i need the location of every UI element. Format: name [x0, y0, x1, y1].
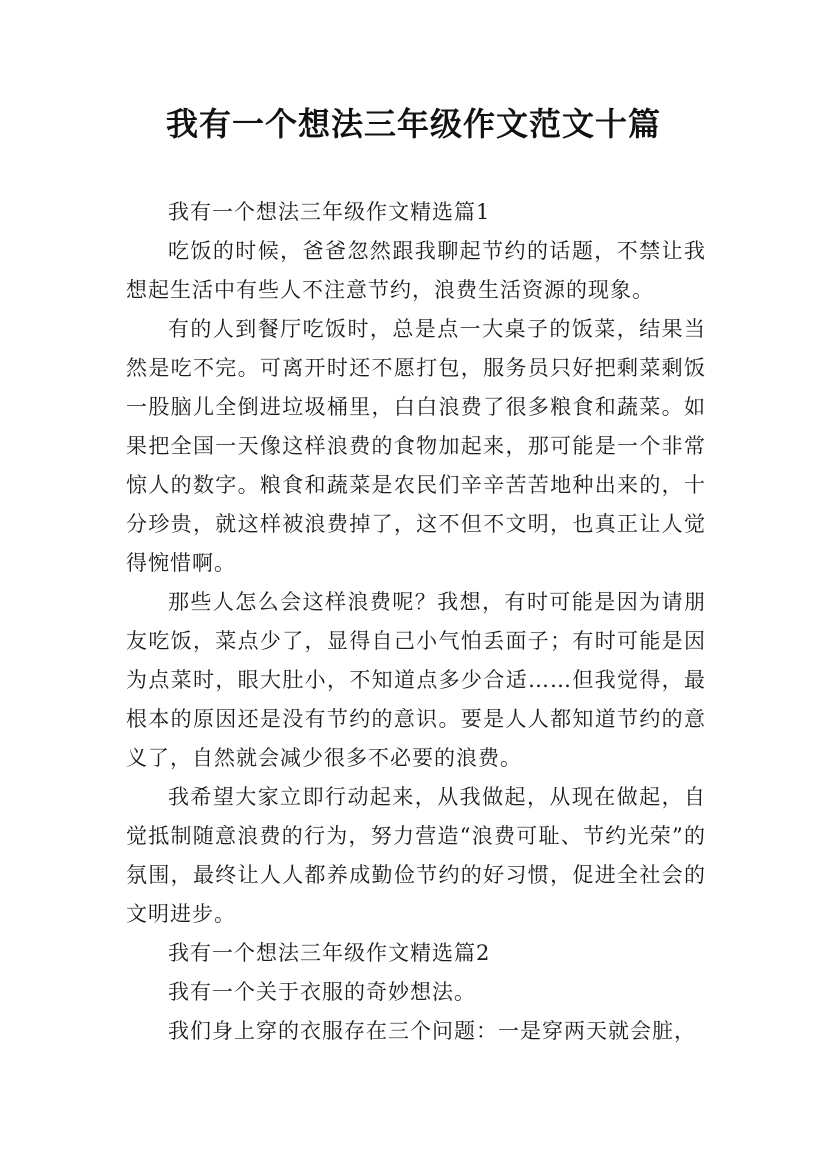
document-title: 我有一个想法三年级作文范文十篇	[165, 105, 661, 143]
section-heading: 我有一个想法三年级作文精选篇2	[168, 941, 491, 965]
paragraph: 有的人到餐厅吃饭时，总是点一大桌子的饭菜，结果当然是吃不完。可离开时还不愿打包，服务员只好把剩菜剩饭一股脑儿全倒进垃圾桶里，白白浪费了很多粮食和蔬菜。如果把全国一天像这样浪费的食物加起来，那可能是一个非常惊人的数字。粮食和蔬菜是农民们辛辛苦苦地种出来的，十分珍贵，就这样被浪费掉了，这不但不文明，也真正让人觉得惋惜啊。	[126, 317, 706, 575]
paragraph: 我希望大家立即行动起来，从我做起，从现在做起，自觉抵制随意浪费的行为，努力营造“浪费可耻、节约光荣”的氛围，最终让人人都养成勤俭节约的好习惯，促进全社会的文明进步。	[126, 785, 706, 926]
section-heading: 我有一个想法三年级作文精选篇1	[168, 200, 491, 224]
document-body	[126, 193, 706, 1051]
paragraph: 我有一个关于衣服的奇妙想法。	[168, 980, 476, 1004]
paragraph: 那些人怎么会这样浪费呢？我想，有时可能是因为请朋友吃饭，菜点少了，显得自己小气怕丢面子；有时可能是因为点菜时，眼大肚小，不知道点多少合适……但我觉得，最根本的原因还是没有节约的意识。要是人人都知道节约的意义了，自然就会减少很多不必要的浪费。	[126, 590, 706, 770]
paragraph: 吃饭的时候，爸爸忽然跟我聊起节约的话题，不禁让我想起生活中有些人不注意节约，浪费生活资源的现象。	[126, 239, 706, 302]
paragraph: 我们身上穿的衣服存在三个问题：一是穿两天就会脏，	[168, 1019, 696, 1043]
